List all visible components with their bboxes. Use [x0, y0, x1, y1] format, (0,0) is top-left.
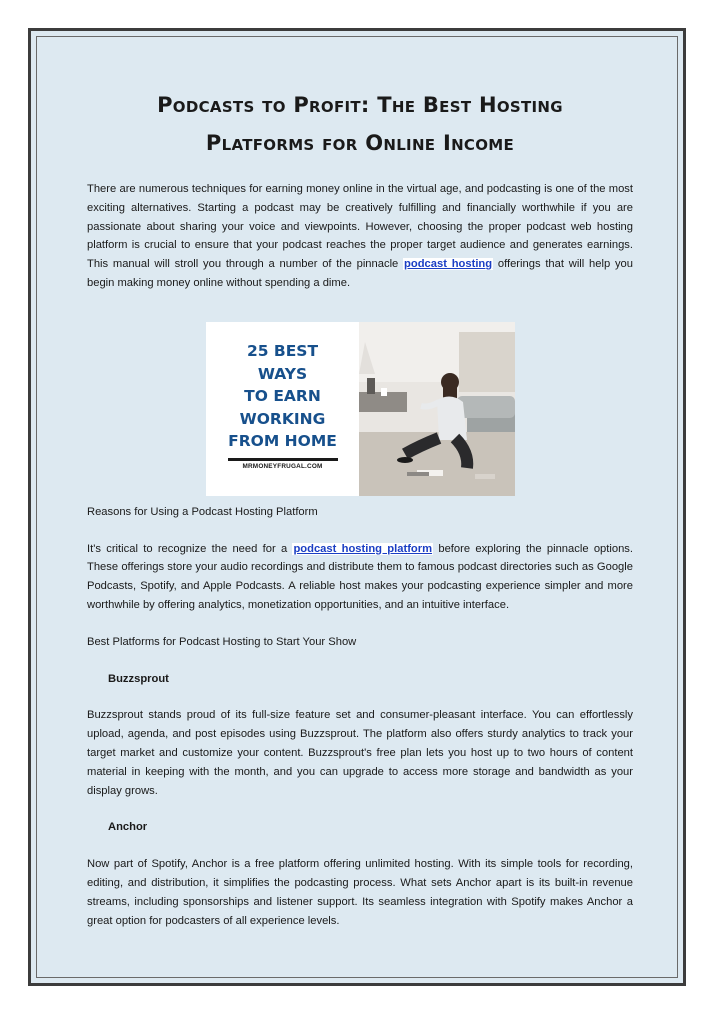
title-line-2: Platforms for Online Income	[205, 131, 515, 155]
image-divider	[228, 458, 338, 461]
best-platforms-heading: Best Platforms for Podcast Hosting to Start Your Show	[87, 635, 357, 648]
podcast-hosting-link[interactable]: podcast hosting	[404, 258, 493, 271]
intro-text-end: offerings that will help you begin making money online without spending a dime.	[87, 258, 633, 289]
article	[87, 86, 633, 948]
title-line-1: Podcasts to Profit: The Best Hosting	[157, 93, 563, 117]
podcast-hosting-platform-link[interactable]: podcast hosting platform	[293, 542, 433, 555]
intro-paragraph	[87, 180, 633, 293]
reasons-paragraph	[87, 540, 633, 615]
image-text-panel	[206, 322, 359, 496]
page-title	[87, 86, 633, 162]
anchor-heading: Anchor	[108, 821, 148, 834]
reasons-heading: Reasons for Using a Podcast Hosting Platform	[87, 505, 318, 518]
intro-text-start: There are numerous techniques for earning money online in the virtual age, and podcasting is one of the most exciting alternatives. Starting a podcast may be creatively fulfilling and financially worthwhile if you are passionate about sharing your voice and viewpoints. However, choosing the proper podcast web hosting platform is crucial to ensure that your podcast reaches the proper target audience and generates earnings. This manual will stroll you through a number of the pinnacle	[87, 183, 633, 271]
buzzsprout-heading: Buzzsprout	[108, 672, 169, 685]
reasons-text-end: before exploring the pinnacle options. These offerings store your audio recordings and distribute them to famous podcast directories such as Google Podcasts, Spotify, and Apple Podcasts. A reliable host makes your podcasting experience simpler and more worthwhile by offering analytics, monetization opportunities, and an intuitive interface.	[87, 542, 634, 611]
anchor-paragraph: Now part of Spotify, Anchor is a free platform offering unlimited hosting. With its simple tools for recording, editing, and distribution, it simplifies the podcasting process. What sets Anchor apart is its built-in revenue streams, including sponsorships and listener support. Its seamless integration with Spotify makes Anchor a great option for podcasters of all experience levels.	[87, 858, 633, 927]
image-headline: 25 BEST WAYS TO EARN WORKING FROM HOME	[228, 342, 337, 450]
reasons-text-start: It's critical to recognize the need for a	[87, 542, 293, 555]
buzzsprout-paragraph: Buzzsprout stands proud of its full-size feature set and consumer-pleasant interface. You can effortlessly upload, agenda, and post episodes using Buzzsprout. The platform also offers sturdy analytics to track your target market and customize your content. Buzzsprout's free plan lets you host up to two hours of content material in keeping with the month, and you can upgrade to access more storage and bandwidth as your display grows.	[87, 709, 633, 797]
image-site-label: MRMONEYFRUGAL.COM	[242, 463, 323, 470]
article-image	[206, 322, 515, 496]
woman-working-photo	[359, 322, 515, 496]
